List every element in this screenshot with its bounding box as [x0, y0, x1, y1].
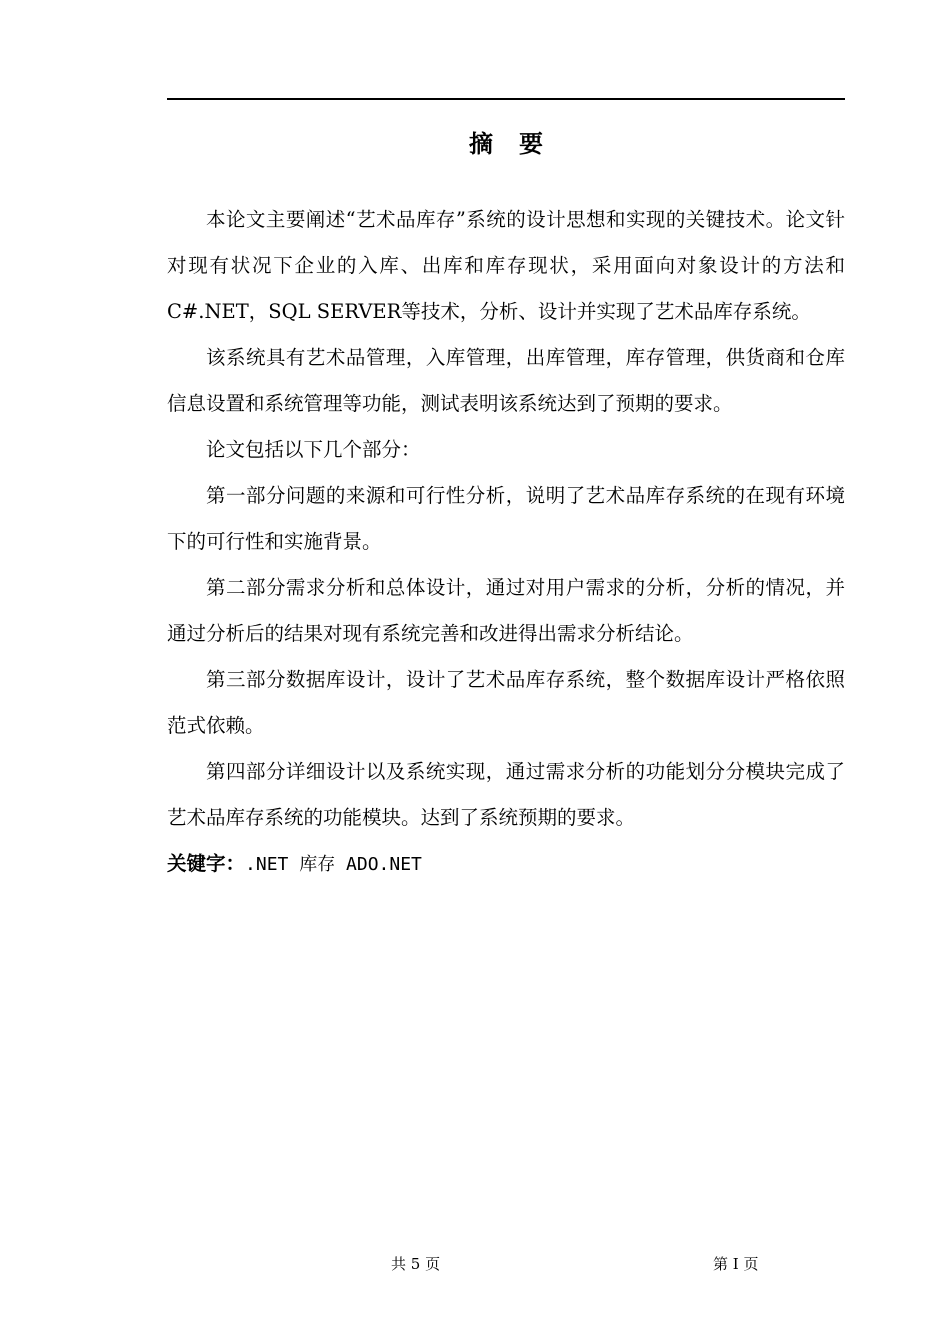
- keywords-line: [167, 841, 845, 888]
- paragraph-intro: 本论文主要阐述“艺术品库存”系统的设计思想和实现的关键技术。论文针对现有状况下企业的入库、出库和库存现状，采用面向对象设计的方法和C#.NET，SQL SERVER等技术，分析、设计并实现了艺术品库存系统。: [167, 208, 845, 323]
- footer-current-page: 第 I 页: [713, 1255, 759, 1273]
- paragraph-part-two: 第二部分需求分析和总体设计，通过对用户需求的分析，分析的情况，并通过分析后的结果对现有系统完善和改进得出需求分析结论。: [167, 576, 845, 645]
- paragraph-part-three: 第三部分数据库设计，设计了艺术品库存系统，整个数据库设计严格依照范式依赖。: [167, 668, 845, 737]
- footer-total-pages: 共 5 页: [391, 1255, 441, 1273]
- header-rule: [167, 98, 845, 100]
- abstract-title: 摘要: [469, 130, 569, 158]
- paragraph-part-four: 第四部分详细设计以及系统实现，通过需求分析的功能划分分模块完成了艺术品库存系统的功能模块。达到了系统预期的要求。: [167, 760, 845, 829]
- paragraph-features: 该系统具有艺术品管理，入库管理，出库管理，库存管理，供货商和仓库信息设置和系统管理等功能，测试表明该系统达到了预期的要求。: [167, 346, 845, 415]
- keywords-label: 关键字：: [167, 852, 246, 875]
- paragraph-outline-intro: 论文包括以下几个部分：: [206, 438, 421, 461]
- paragraph-part-one: 第一部分问题的来源和可行性分析，说明了艺术品库存系统的在现有环境下的可行性和实施背景。: [167, 484, 845, 553]
- keywords-list: .NET 库存 ADO.NET: [245, 854, 422, 875]
- abstract-body: [167, 197, 845, 888]
